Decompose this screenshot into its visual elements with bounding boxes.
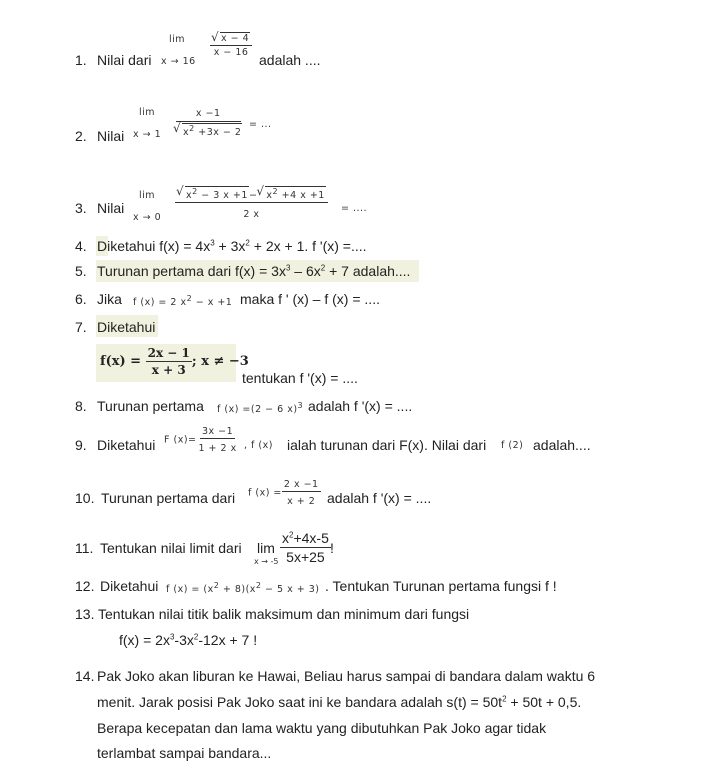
lim-label: lim bbox=[139, 190, 156, 201]
question-suffix: maka f ' (x) – f (x) = .... bbox=[240, 291, 380, 307]
fraction bbox=[172, 108, 244, 138]
fraction-expression bbox=[164, 426, 239, 454]
question-number: 1. bbox=[75, 52, 87, 68]
question-text: Diketahui bbox=[97, 319, 156, 335]
fraction: √ $\frac{x^2 - 3 x +1-√ x^2 +4 x +1}{2 x}$ bbox=[175, 186, 328, 220]
fx-label: F (x)= bbox=[164, 434, 197, 446]
question-number: 6. bbox=[75, 291, 87, 307]
radicand-var: x bbox=[266, 190, 273, 202]
function-math: f (x) =(2 − 6 x)$^3$ bbox=[217, 401, 304, 416]
question-text: Nilai bbox=[97, 200, 125, 216]
equals-suffix: = .... bbox=[341, 203, 368, 214]
lim-subscript: x → 0 bbox=[133, 212, 162, 223]
question-number: 7. bbox=[75, 319, 87, 335]
question-suffix: . Tentukan Turunan pertama fungsi f ! bbox=[325, 578, 557, 594]
question-number: 12. bbox=[75, 578, 95, 594]
exponent: 2 bbox=[189, 124, 195, 133]
question-text: Turunan pertama dari $f(x) = 3x^3 - 6x^2 + 7$ adalah.... bbox=[97, 263, 411, 279]
question-suffix: adalah f '(x) = .... bbox=[327, 490, 432, 506]
f-of-x: , f (x) bbox=[244, 440, 273, 451]
question-text: Turunan pertama bbox=[97, 398, 204, 414]
denominator: x + 2 bbox=[287, 496, 316, 507]
radicand-rest: +3x − 2 bbox=[198, 127, 242, 139]
lim-label: lim bbox=[257, 540, 275, 556]
question-line-3: Berapa kecepatan dan lama waktu yang dibutuhkan Pak Joko agar tidak bbox=[97, 720, 547, 736]
question-number: 8. bbox=[75, 398, 87, 414]
condition: ; x ≠ −3 bbox=[191, 354, 249, 369]
numerator: x −1 bbox=[176, 108, 241, 122]
question-text: Tentukan nilai titik balik maksimum dan minimum dari fungsi bbox=[98, 606, 470, 622]
denominator: 5x+25 bbox=[286, 549, 325, 565]
question-number: 2. bbox=[75, 128, 87, 144]
question-suffix: ! bbox=[330, 540, 334, 556]
fraction-expression bbox=[248, 479, 321, 507]
denominator: 1 + 2 x bbox=[198, 443, 237, 454]
numerator: 2x − 1 bbox=[147, 346, 190, 360]
exponent: 2 bbox=[272, 187, 279, 196]
question-number: 13. bbox=[75, 606, 95, 622]
radicand-var: x bbox=[183, 127, 190, 139]
exponent: 2 bbox=[192, 187, 198, 196]
fraction bbox=[210, 32, 252, 58]
question-suffix: adalah.... bbox=[533, 437, 591, 453]
question-text: Turunan pertama dari bbox=[101, 490, 236, 506]
question-number: 11. bbox=[75, 540, 94, 556]
function-line: $f(x) = 2x^3-3x^2-12x + 7$ ! bbox=[119, 632, 258, 648]
question-text: Nilai bbox=[97, 128, 125, 144]
question-text: Nilai dari bbox=[97, 52, 152, 68]
radicand-rest: +4 x +1 bbox=[281, 190, 325, 202]
fx-label: f (x) = bbox=[248, 487, 282, 499]
question-text: Tentukan nilai limit dari bbox=[100, 540, 242, 556]
lim-subscript: x → -5 bbox=[254, 557, 279, 566]
question-suffix: adalah .... bbox=[259, 52, 321, 68]
lim-label: lim bbox=[139, 107, 156, 118]
denominator: x − 16 bbox=[213, 47, 249, 58]
equals-suffix: = ... bbox=[249, 119, 272, 130]
question-number: 3. bbox=[75, 200, 87, 216]
question-text: Jika bbox=[97, 291, 122, 307]
denominator: x + 3 bbox=[151, 363, 186, 377]
question-number: 5. bbox=[75, 263, 87, 279]
question-middle: ialah turunan dari F(x). Nilai dari bbox=[287, 437, 487, 453]
radicand-rest: − 3 x +1 bbox=[201, 190, 248, 202]
question-number: 14. bbox=[75, 668, 95, 684]
question-number: 9. bbox=[75, 437, 87, 453]
question-text: Diketahui bbox=[100, 578, 159, 594]
fx-label: f(x) = bbox=[100, 354, 142, 369]
function-math: f $(x) = (x^2 + 8)(x^2 - 5$ x + 3) bbox=[166, 581, 320, 596]
radicand-var: x bbox=[186, 190, 193, 202]
question-suffix: adalah f '(x) = .... bbox=[308, 398, 413, 414]
lim-subscript: x → 16 bbox=[161, 56, 196, 67]
question-line-2: menit. Jarak posisi Pak Joko saat ini ke bandara adalah $s(t) = 50t^2 + 50t + 0,5$. bbox=[97, 694, 582, 710]
function-math: f (x) = 2 $x^2 - x +1$ bbox=[133, 294, 233, 309]
function-formula bbox=[100, 346, 249, 377]
question-text: Diketahui bbox=[97, 437, 156, 453]
numerator: 3x −1 bbox=[202, 426, 234, 437]
lim-subscript: x → 1 bbox=[133, 129, 162, 140]
question-text: Diketahui $f(x) = 4x^3 + 3x^2 + 2x + 1$. f '(x) =.... bbox=[97, 238, 367, 254]
question-number: 10. bbox=[75, 490, 95, 506]
question-line-1: Pak Joko akan liburan ke Hawai, Beliau harus sampai di bandara dalam waktu 6 bbox=[97, 668, 596, 684]
f-of-2: f (2) bbox=[501, 440, 524, 451]
fraction: $\frac{x^2+4x-5}{5x+25}$ bbox=[282, 530, 329, 565]
question-number: 4. bbox=[75, 238, 87, 254]
lim-label: lim bbox=[169, 34, 186, 45]
question-suffix: tentukan f '(x) = .... bbox=[242, 370, 358, 386]
numerator: 2 x −1 bbox=[283, 479, 319, 490]
question-line-4: terlambat sampai bandara... bbox=[97, 745, 272, 761]
denominator: 2 x bbox=[243, 209, 260, 221]
numerator: x − 4 bbox=[221, 33, 250, 44]
